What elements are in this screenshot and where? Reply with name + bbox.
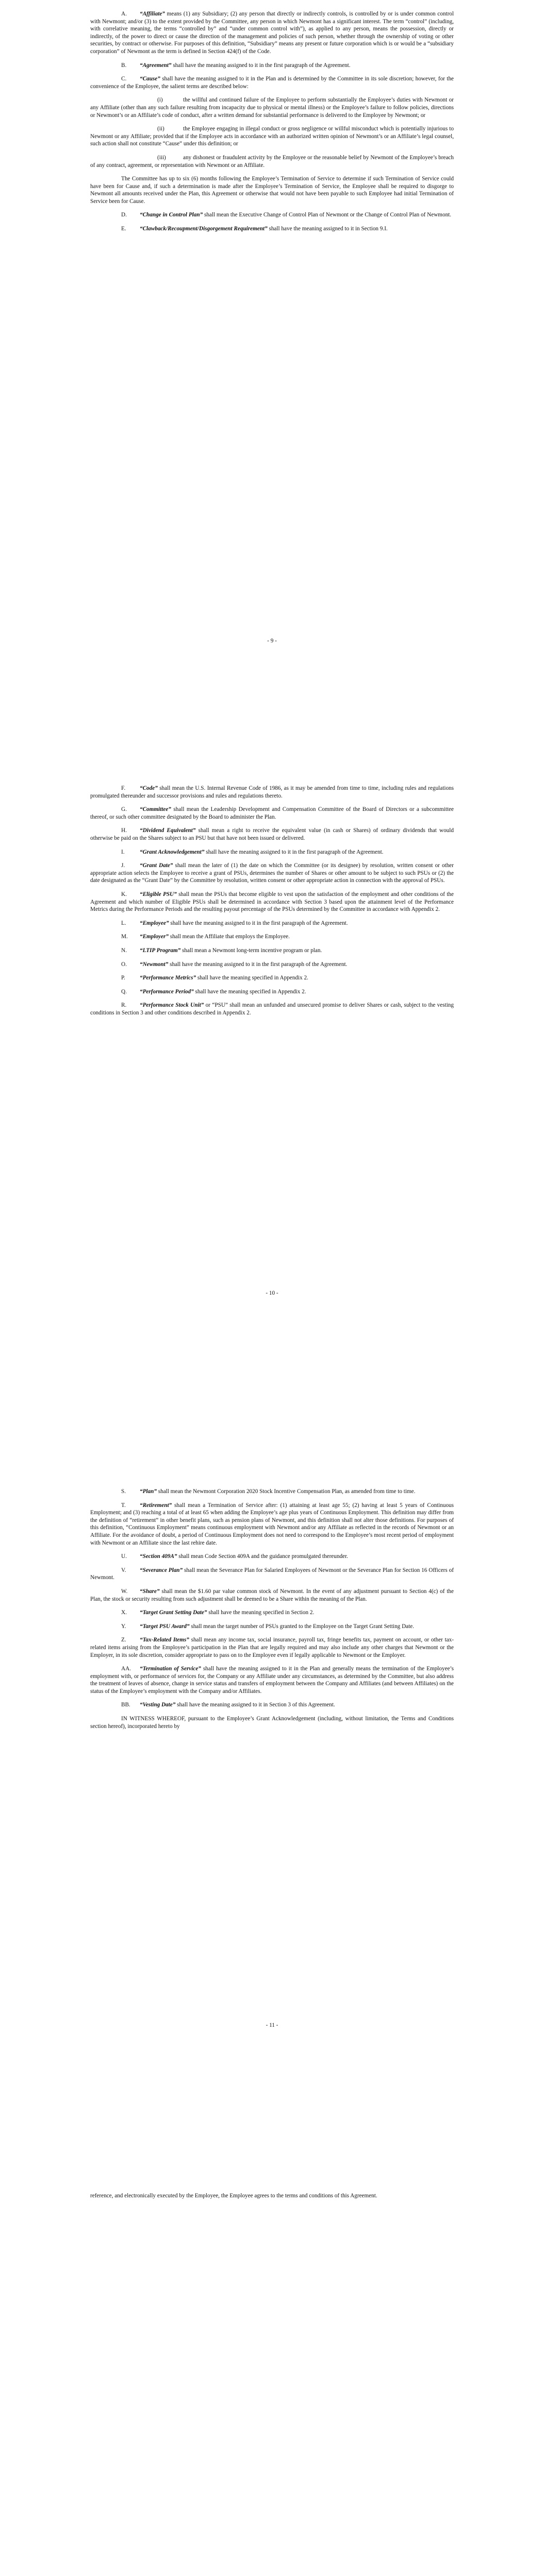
item-label: W. <box>121 1588 128 1595</box>
defined-term: “Employer” <box>140 934 169 940</box>
item-label: M. <box>121 934 128 940</box>
definition-text: shall have the meaning specified in Section 2. <box>207 1609 315 1616</box>
definition-text: shall have the meaning assigned to it in the Plan and generally means the termination of the Employee’s employment with, or performance of services for, the Company or any Affiliate under any circumstances, as determined by the Committee, but also address the treatment of leaves of absence, change in service status and transfers of employment between the Company and Affiliates (and between Affiliates) on the status of the Employee’s employment with the Company and/or Affiliates. <box>90 1666 454 1694</box>
defined-term: “Vesting Date” <box>140 1702 176 1708</box>
item-label: J. <box>121 862 125 869</box>
defined-term: “Grant Acknowledgement” <box>140 849 205 855</box>
paragraph-text: IN WITNESS WHEREOF, pursuant to the Employee’s Grant Acknowledgement (including, without limitation, the Terms and Conditions section hereof), incorporated hereto by <box>90 1716 454 1730</box>
item-label: C. <box>121 76 127 82</box>
definition-retirement <box>90 1502 454 1547</box>
definition-committee <box>90 806 454 821</box>
definition-grant-acknowledgement <box>90 849 454 856</box>
definition-target-psu-award <box>90 1623 454 1631</box>
definition-section-409a <box>90 1553 454 1561</box>
definition-grant-date <box>90 862 454 885</box>
item-label: S. <box>121 1488 126 1495</box>
definition-agreement <box>90 62 454 70</box>
clause-text: any dishonest or fraudulent activity by the Employee or the reasonable belief by Newmont of the Employee’s breach of any contract, agreement, or representation with Newmont or an Affiliate. <box>90 154 454 168</box>
definition-text: shall mean the U.S. Internal Revenue Code of 1986, as it may be amended from time to time, including rules and regulations promulgated thereunder and successor provisions and rules and regulations thereto. <box>90 785 454 799</box>
definition-employer <box>90 933 454 941</box>
definition-text: means (1) any Subsidiary; (2) any person that directly or indirectly controls, is controlled by or is under common control with Newmont; and/or (3) to the extent provided by the Committee, any person in which Newmont has a significant interest. The term “control” (including, with correlative meaning, the terms “controlled by” and “under common control with”), as applied to any person, means the possession, directly or indirectly, of the power to direct or cause the direction of the management and policies of such person, whether through the ownership of voting or other securities, by contract or otherwise. For purposes of this definition, “Subsidiary” means any present or future corporation which is or would be a “subsidiary corporation” of Newmont as the term is defined in Section 424(f) of the Code. <box>90 11 454 55</box>
definition-plan <box>90 1488 454 1496</box>
defined-term: “Tax-Related Items” <box>140 1637 189 1643</box>
definition-text: shall mean a Termination of Service after: (1) attaining at least age 55; (2) having at least 5 years of Continuous Employment; and (3) reaching a total of at least 65 when adding the Employee’s age plus years of Continuous Employment. This definition may differ from the definition of “retirement” in other benefit plans, such as pension plans of Newmont, and this definition shall not alter those definitions. For purposes of this definition, “Continuous Employment” means continuous employment with Newmont and/or any Affiliate as reflected in the records of Newmont or an Affiliate. For the avoidance of doubt, a period of Continuous Employment does not need to correspond to the Employee’s most recent period of employment with Newmont or an Affiliate since the last rehire date. <box>90 1502 454 1546</box>
item-label: G. <box>121 806 127 813</box>
definition-vesting-date <box>90 1701 454 1709</box>
definition-text: shall mean the later of (1) the date on which the Committee (or its designee) by resolution, written consent or other appropriate action selects the Employee to receive a grant of PSUs, determines the number of Shares or other amount to be subject to such PSUs or (2) the date designated as the “Grant Date” by the Committee by resolution, written consent or other appropriate action in connection with the approval of PSUs. <box>90 862 454 884</box>
defined-term: “Share” <box>140 1588 160 1595</box>
definition-text: shall mean a right to receive the equivalent value (in cash or Shares) of ordinary dividends that would otherwise be paid on the Shares subject to an PSU but that have not been issued or delivered. <box>90 827 454 841</box>
definition-text: shall have the meaning assigned to it in Section 9.I. <box>267 226 388 232</box>
definition-text: shall mean the PSUs that become eligible to vest upon the satisfaction of the employment and other conditions of the Agreement and which number of Eligible PSUs shall be determined in accordance with Section 3 based upon the attainment level of the Performance Metrics during the Performance Periods and the resulting payout percentage of the PSUs determined by the Committee in accordance with Appendix 2. <box>90 891 454 913</box>
definition-dividend-equivalent <box>90 827 454 842</box>
cause-clause-i <box>90 96 454 119</box>
definition-text: shall have the meaning specified in Appendix 2. <box>196 975 308 981</box>
definition-affiliate <box>90 10 454 56</box>
definition-text: shall mean the target number of PSUs granted to the Employee on the Target Grant Setting Date. <box>189 1623 414 1630</box>
item-label: Y. <box>121 1623 126 1630</box>
definition-text: shall mean the Executive Change of Control Plan of Newmont or the Change of Control Plan of Newmont. <box>203 212 452 218</box>
item-label: P. <box>121 975 125 981</box>
item-label: D. <box>121 212 127 218</box>
defined-term: “Code” <box>140 785 158 791</box>
item-label: B. <box>121 62 127 69</box>
definition-text: shall mean the Leadership Development and Compensation Committee of the Board of Directors or a subcommittee thereof, or such other committee designated by the Board to administer the Plan. <box>90 806 454 820</box>
page-9-body <box>90 10 454 239</box>
item-label: L. <box>121 920 126 926</box>
definition-text: shall have the meaning specified in Appendix 2. <box>193 988 306 995</box>
defined-term: “Eligible PSU” <box>140 891 177 897</box>
item-label: AA. <box>121 1666 131 1672</box>
definition-text: shall have the meaning assigned to it in the first paragraph of the Agreement. <box>204 849 384 855</box>
definition-text: or “PSU” shall mean an unfunded and unsecured promise to deliver Shares or cash, subject to the vesting conditions in Section 3 and other conditions described in Appendix 2. <box>90 1002 454 1016</box>
item-label: H. <box>121 827 127 834</box>
definition-target-grant-setting-date <box>90 1609 454 1617</box>
item-label: Z. <box>121 1637 126 1643</box>
defined-term: “Severance Plan” <box>140 1567 183 1573</box>
definition-text: shall have the meaning assigned to it in the first paragraph of the Agreement. <box>169 920 348 926</box>
definition-employee <box>90 920 454 927</box>
page-10 <box>0 703 544 1406</box>
defined-term: “Performance Metrics” <box>140 975 196 981</box>
page-12-body <box>90 2192 454 2206</box>
defined-term: “Agreement” <box>140 62 172 69</box>
item-label: A. <box>121 11 127 17</box>
page-12 <box>0 2110 544 2576</box>
defined-term: “Termination of Service” <box>140 1666 201 1672</box>
page-11 <box>0 1406 544 2110</box>
cause-clause-ii <box>90 125 454 148</box>
item-label: F. <box>121 785 126 791</box>
witness-paragraph <box>90 1715 454 1730</box>
page-number: - 10 - <box>266 1290 278 1296</box>
page-11-body <box>90 1488 454 1736</box>
clause-label: (iii) <box>157 154 166 161</box>
definition-performance-period <box>90 988 454 996</box>
cause-committee-paragraph <box>90 175 454 205</box>
definition-newmont <box>90 961 454 969</box>
item-label: BB. <box>121 1702 130 1708</box>
definition-cause <box>90 75 454 90</box>
defined-term: “Clawback/Recoupment/Disgorgement Requirement” <box>140 226 268 232</box>
definition-change-in-control-plan <box>90 211 454 219</box>
definition-clawback <box>90 225 454 233</box>
defined-term: “Employee” <box>140 920 169 926</box>
defined-term: “Target PSU Award” <box>140 1623 190 1630</box>
defined-term: “Dividend Equivalent” <box>140 827 196 834</box>
definition-text: shall mean the Affiliate that employs the Employee. <box>168 934 290 940</box>
item-label: V. <box>121 1567 126 1573</box>
defined-term: “Committee” <box>140 806 171 813</box>
defined-term: “Cause” <box>140 76 160 82</box>
definition-ltip-program <box>90 947 454 955</box>
clause-label: (i) <box>157 97 163 104</box>
defined-term: “Performance Period” <box>140 988 194 995</box>
defined-term: “Newmont” <box>140 961 169 968</box>
cause-clause-iii <box>90 154 454 169</box>
item-label: O. <box>121 961 127 968</box>
item-label: T. <box>121 1502 126 1509</box>
defined-term: “Change in Control Plan” <box>140 212 203 218</box>
definition-text: shall have the meaning assigned to it in the first paragraph of the Agreement. <box>168 961 348 968</box>
page-number: - 9 - <box>267 638 277 644</box>
page-number: - 11 - <box>266 2022 278 2028</box>
definition-performance-metrics <box>90 974 454 982</box>
item-label: R. <box>121 1002 127 1009</box>
item-label: E. <box>121 226 126 232</box>
definition-termination-of-service <box>90 1665 454 1695</box>
page-10-body <box>90 785 454 1023</box>
item-label: N. <box>121 947 127 954</box>
defined-term: “Performance Stock Unit” <box>140 1002 204 1009</box>
defined-term: “Affiliate” <box>140 11 165 17</box>
defined-term: “Plan” <box>140 1488 157 1495</box>
item-label: X. <box>121 1609 127 1616</box>
definition-text: shall mean any income tax, social insurance, payroll tax, fringe benefits tax, payment on account, or other tax-related items arising from the Employee’s participation in the Plan that are legally required and may also include any other charges that Newmont or the Employer, in its sole discretion, consider appropriate to pass on to the Employee even if legally applicable to Newmont or the Employer. <box>90 1637 454 1658</box>
definition-severance-plan <box>90 1567 454 1582</box>
paragraph-text: The Committee has up to six (6) months following the Employee’s Termination of Service to determine if such Termination of Service could have been for Cause and, if such a determination is made after the Employee’s Termination of Service, the Employee shall be required to disgorge to Newmont all amounts received under the Plan, this Agreement or otherwise that would not have been payable to such Employee had initial Termination of Service been for Cause. <box>90 176 454 205</box>
definition-text: shall have the meaning assigned to it in Section 3 of this Agreement. <box>175 1702 335 1708</box>
clause-text: the willful and continued failure of the Employee to perform substantially the Employee’s duties with Newmont or any Affiliate (other than any such failure resulting from incapacity due to physical or mental illness) or the Employee’s failure to follow policies, directions or Newmont’s or an Affiliate’s code of conduct, after a written demand for substantial performance is delivered to the Employee by Newmont; or <box>90 97 454 118</box>
defined-term: “LTIP Program” <box>140 947 181 954</box>
item-label: U. <box>121 1553 127 1560</box>
item-label: I. <box>121 849 125 855</box>
definition-text: shall have the meaning assigned to it in the Plan and is determined by the Committee in its sole discretion; however, for the convenience of the Employee, the salient terms are described below: <box>90 76 454 90</box>
definition-text: shall mean the Newmont Corporation 2020 Stock Incentive Compensation Plan, as amended from time to time. <box>156 1488 416 1495</box>
witness-paragraph-continued <box>90 2192 454 2200</box>
item-label: K. <box>121 891 127 897</box>
defined-term: “Grant Date” <box>140 862 173 869</box>
defined-term: “Section 409A” <box>140 1553 177 1560</box>
definition-eligible-psu <box>90 891 454 913</box>
definition-code <box>90 785 454 800</box>
item-label: Q. <box>121 988 127 995</box>
defined-term: “Target Grant Setting Date” <box>140 1609 207 1616</box>
paragraph-text: reference, and electronically executed by the Employee, the Employee agrees to the terms and conditions of this Agreement. <box>90 2193 377 2199</box>
definition-text: shall mean the Severance Plan for Salaried Employees of Newmont or the Severance Plan for Section 16 Officers of Newmont. <box>90 1567 454 1581</box>
definition-tax-related-items <box>90 1636 454 1659</box>
definition-text: shall have the meaning assigned to it in the first paragraph of the Agreement. <box>171 62 351 69</box>
definition-text: shall mean the $1.60 par value common stock of Newmont. In the event of any adjustment pursuant to Section 4(c) of the Plan, the stock or security resulting from such adjustment shall be deemed to be a Share within the meaning of the Plan. <box>90 1588 454 1602</box>
definition-text: shall mean a Newmont long-term incentive program or plan. <box>180 947 322 954</box>
page-9 <box>0 0 544 703</box>
definition-performance-stock-unit <box>90 1002 454 1016</box>
definition-share <box>90 1588 454 1603</box>
clause-text: the Employee engaging in illegal conduct or gross negligence or willful misconduct which is potentially injurious to Newmont or any Affiliate; provided that if the Employee acts in accordance with an authorized written opinion of Newmont’s or an Affiliate’s legal counsel, such action shall not constitute “Cause” under this definition; or <box>90 126 454 147</box>
defined-term: “Retirement” <box>140 1502 172 1509</box>
definition-text: shall mean Code Section 409A and the guidance promulgated thereunder. <box>177 1553 348 1560</box>
clause-label: (ii) <box>157 126 164 132</box>
